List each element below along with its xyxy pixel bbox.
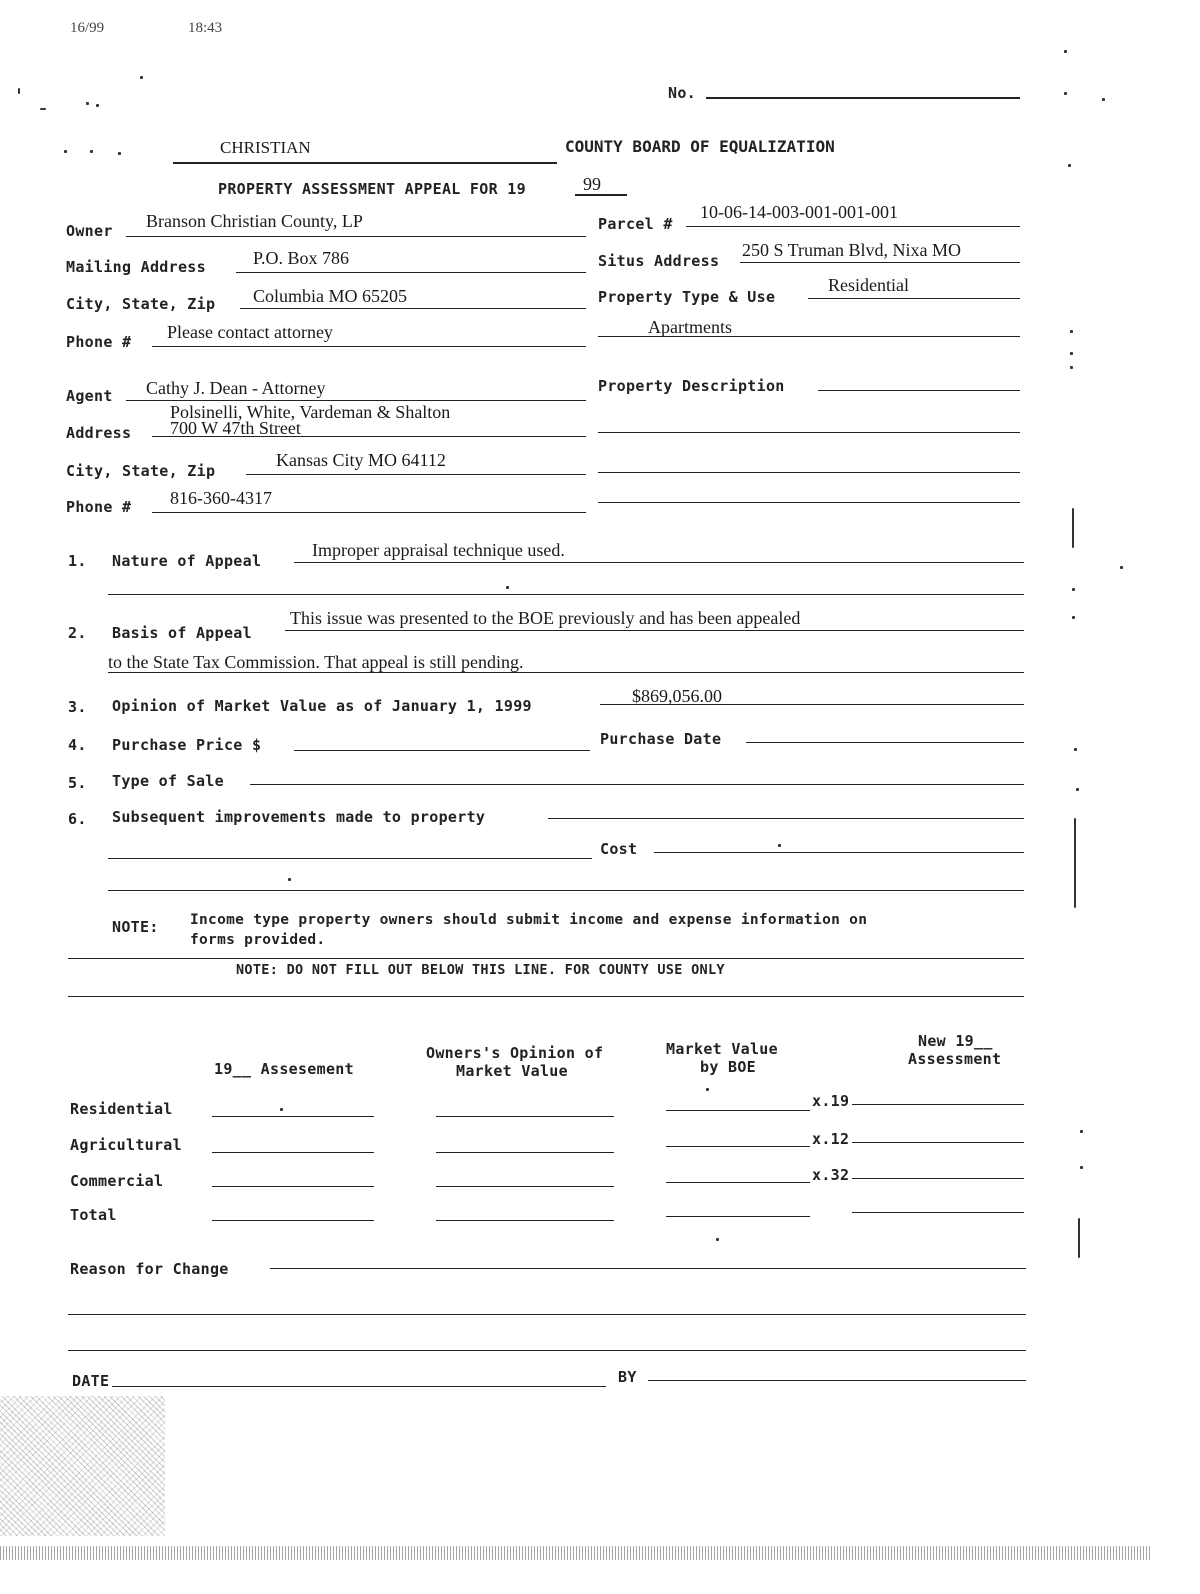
property-desc-line4 <box>598 502 1020 503</box>
row-agricultural-col3-line <box>666 1146 810 1147</box>
speck <box>64 150 67 153</box>
opinion-value: $869,056.00 <box>632 686 722 706</box>
county-line <box>173 162 557 164</box>
col-boe-value-header-2: by BOE <box>700 1058 756 1076</box>
owner-csz-value: Columbia MO 65205 <box>253 286 408 306</box>
speck <box>1080 1130 1083 1133</box>
nature-label: Nature of Appeal <box>112 552 262 570</box>
property-desc-line2 <box>598 432 1020 433</box>
speck <box>1072 508 1074 548</box>
agent-street-value: 700 W 47th Street <box>170 418 301 438</box>
note-line-2: forms provided. <box>190 932 326 948</box>
situs-line <box>740 262 1020 263</box>
improvements-line3 <box>108 890 1024 891</box>
row-residential-label: Residential <box>70 1100 173 1118</box>
col-owner-opinion-header-2: Market Value <box>456 1062 568 1080</box>
property-desc-label: Property Description <box>598 377 785 395</box>
note-label: NOTE: <box>112 918 159 936</box>
county-use-note: NOTE: DO NOT FILL OUT BELOW THIS LINE. FOR COUNTY USE ONLY <box>236 962 725 978</box>
speck <box>1120 566 1123 569</box>
speck <box>1074 818 1076 908</box>
speck <box>96 104 99 107</box>
row-total-col2-line <box>436 1220 614 1221</box>
parcel-value: 10-06-14-003-001-001-001 <box>700 202 898 222</box>
property-desc-line1 <box>818 390 1020 391</box>
row-commercial-col3-line <box>666 1182 810 1183</box>
row-total-col3-line <box>666 1216 810 1217</box>
appeal-year-line <box>575 194 627 196</box>
mailing-value: P.O. Box 786 <box>253 248 350 268</box>
fax-date: 16/99 <box>70 20 105 36</box>
situs-value: 250 S Truman Blvd, Nixa MO <box>742 240 962 260</box>
speck <box>1078 1218 1080 1258</box>
agent-address-label: Address <box>66 424 132 442</box>
speck <box>1102 98 1105 101</box>
row-residential-col1-line <box>212 1116 374 1117</box>
speck <box>86 102 89 105</box>
type-of-sale-line <box>250 784 1024 785</box>
speck <box>1068 164 1071 167</box>
nature-value: Improper appraisal technique used. <box>312 540 565 560</box>
property-type-line <box>808 298 1020 299</box>
note-line-1: Income type property owners should submit income and expense information on <box>190 912 868 928</box>
owner-label: Owner <box>66 222 113 240</box>
mailing-line <box>236 272 586 273</box>
purchase-date-label: Purchase Date <box>600 730 722 748</box>
row-residential-col4-line <box>852 1104 1024 1105</box>
appeal-title: PROPERTY ASSESSMENT APPEAL FOR 19 <box>218 180 526 198</box>
owner-phone-value: Please contact attorney <box>167 322 333 342</box>
speck <box>1072 616 1075 619</box>
by-label: BY <box>618 1368 637 1386</box>
speck <box>1072 588 1075 591</box>
col-new-assessment-header-2: Assessment <box>908 1050 1002 1068</box>
row-agricultural-col2-line <box>436 1152 614 1153</box>
col-boe-value-header-1: Market Value <box>666 1040 778 1058</box>
appeal-year: 99 <box>583 174 601 194</box>
form-no-line <box>706 97 1020 99</box>
cost-label: Cost <box>600 840 638 858</box>
owner-phone-line <box>152 346 586 347</box>
row-total-label: Total <box>70 1206 117 1224</box>
situs-label: Situs Address <box>598 252 720 270</box>
owner-line <box>126 236 586 237</box>
opinion-label: Opinion of Market Value as of January 1, 1999 <box>112 697 532 715</box>
opinion-line <box>600 704 1024 705</box>
speck <box>118 152 121 155</box>
improvements-line <box>548 818 1024 819</box>
by-line <box>648 1380 1026 1381</box>
row-commercial-col1-line <box>212 1186 374 1187</box>
nature-line2 <box>108 594 1024 595</box>
row-agricultural-factor: x.12 <box>812 1130 850 1148</box>
row-residential-factor: x.19 <box>812 1092 850 1110</box>
property-desc-line3 <box>598 472 1020 473</box>
basis-value-2: to the State Tax Commission. That appeal is still pending. <box>108 652 524 672</box>
improvements-label: Subsequent improvements made to property <box>112 808 486 826</box>
scan-noise-left <box>0 1396 165 1536</box>
row-agricultural-label: Agricultural <box>70 1136 182 1154</box>
row-agricultural-col1-line <box>212 1152 374 1153</box>
agent-csz-label: City, State, Zip <box>66 462 216 480</box>
owner-value: Branson Christian County, LP <box>146 211 363 231</box>
mailing-label: Mailing Address <box>66 258 206 276</box>
owner-csz-label: City, State, Zip <box>66 295 216 313</box>
reason-line1 <box>270 1268 1026 1269</box>
col-owner-opinion-header-1: Owners's Opinion of <box>426 1044 604 1062</box>
purchase-date-line <box>746 742 1024 743</box>
speck <box>1070 330 1073 333</box>
purchase-price-label: Purchase Price $ <box>112 736 262 754</box>
speck <box>716 1238 719 1241</box>
form-no-label: No. <box>668 84 696 102</box>
improvements-line2 <box>108 858 592 859</box>
cost-line <box>654 852 1024 853</box>
item-5-number: 5. <box>68 774 87 792</box>
item-1-number: 1. <box>68 552 87 570</box>
purchase-price-line <box>294 750 590 751</box>
speck <box>90 150 93 153</box>
agent-csz-line <box>246 474 586 475</box>
item-6-number: 6. <box>68 810 87 828</box>
owner-csz-line <box>240 308 586 309</box>
parcel-label: Parcel # <box>598 215 673 233</box>
row-total-col4-line <box>852 1212 1024 1213</box>
item-2-number: 2. <box>68 624 87 642</box>
speck <box>1064 92 1067 95</box>
speck <box>288 878 291 881</box>
speck <box>1074 748 1077 751</box>
agent-line <box>126 400 586 401</box>
date-line <box>112 1386 606 1387</box>
owner-phone-label: Phone # <box>66 333 132 351</box>
row-residential-col2-line <box>436 1116 614 1117</box>
reason-label: Reason for Change <box>70 1260 229 1278</box>
agent-phone-value: 816-360-4317 <box>170 488 272 508</box>
basis-label: Basis of Appeal <box>112 624 252 642</box>
row-residential-col3-line <box>666 1110 810 1111</box>
parcel-line <box>686 226 1020 227</box>
speck <box>18 88 20 94</box>
basis-value-1: This issue was presented to the BOE previously and has been appealed <box>290 608 801 628</box>
property-type-line2 <box>598 336 1020 337</box>
speck <box>778 844 781 847</box>
fax-time: 18:43 <box>188 20 223 36</box>
agent-phone-line <box>152 512 586 513</box>
basis-line1 <box>285 630 1024 631</box>
row-commercial-col4-line <box>852 1178 1024 1179</box>
speck <box>40 108 46 110</box>
scan-noise-bottom <box>0 1546 1150 1560</box>
property-type-label: Property Type & Use <box>598 288 776 306</box>
reason-line2 <box>68 1314 1026 1315</box>
speck <box>1076 788 1079 791</box>
row-commercial-label: Commercial <box>70 1172 164 1190</box>
col-assessment-header: 19__ Assesement <box>214 1060 354 1078</box>
speck <box>506 586 509 589</box>
date-label: DATE <box>72 1372 110 1390</box>
row-agricultural-col4-line <box>852 1142 1024 1143</box>
basis-line2 <box>108 672 1024 673</box>
speck <box>706 1088 709 1091</box>
speck <box>1070 366 1073 369</box>
speck <box>140 76 143 79</box>
row-commercial-col2-line <box>436 1186 614 1187</box>
agent-phone-label: Phone # <box>66 498 132 516</box>
row-total-col1-line <box>212 1220 374 1221</box>
item-4-number: 4. <box>68 736 87 754</box>
property-type-value: Residential <box>828 275 909 295</box>
note-divider <box>68 958 1024 959</box>
speck <box>280 1108 283 1111</box>
nature-line1 <box>294 562 1024 563</box>
speck <box>1064 50 1067 53</box>
property-type-value2: Apartments <box>648 317 732 337</box>
agent-csz-value: Kansas City MO 64112 <box>276 450 446 470</box>
speck <box>1070 352 1073 355</box>
type-of-sale-label: Type of Sale <box>112 772 224 790</box>
col-new-assessment-header-1: New 19__ <box>918 1032 993 1050</box>
agent-address-line <box>152 436 586 437</box>
board-title: COUNTY BOARD OF EQUALIZATION <box>565 137 835 156</box>
county-use-divider <box>68 996 1024 997</box>
county-name: CHRISTIAN <box>220 138 311 157</box>
agent-firm-value: Polsinelli, White, Vardeman & Shalton <box>170 402 451 422</box>
speck <box>1080 1166 1083 1169</box>
item-3-number: 3. <box>68 698 87 716</box>
row-commercial-factor: x.32 <box>812 1166 850 1184</box>
reason-line3 <box>68 1350 1026 1351</box>
agent-value: Cathy J. Dean - Attorney <box>146 378 326 398</box>
agent-label: Agent <box>66 387 113 405</box>
